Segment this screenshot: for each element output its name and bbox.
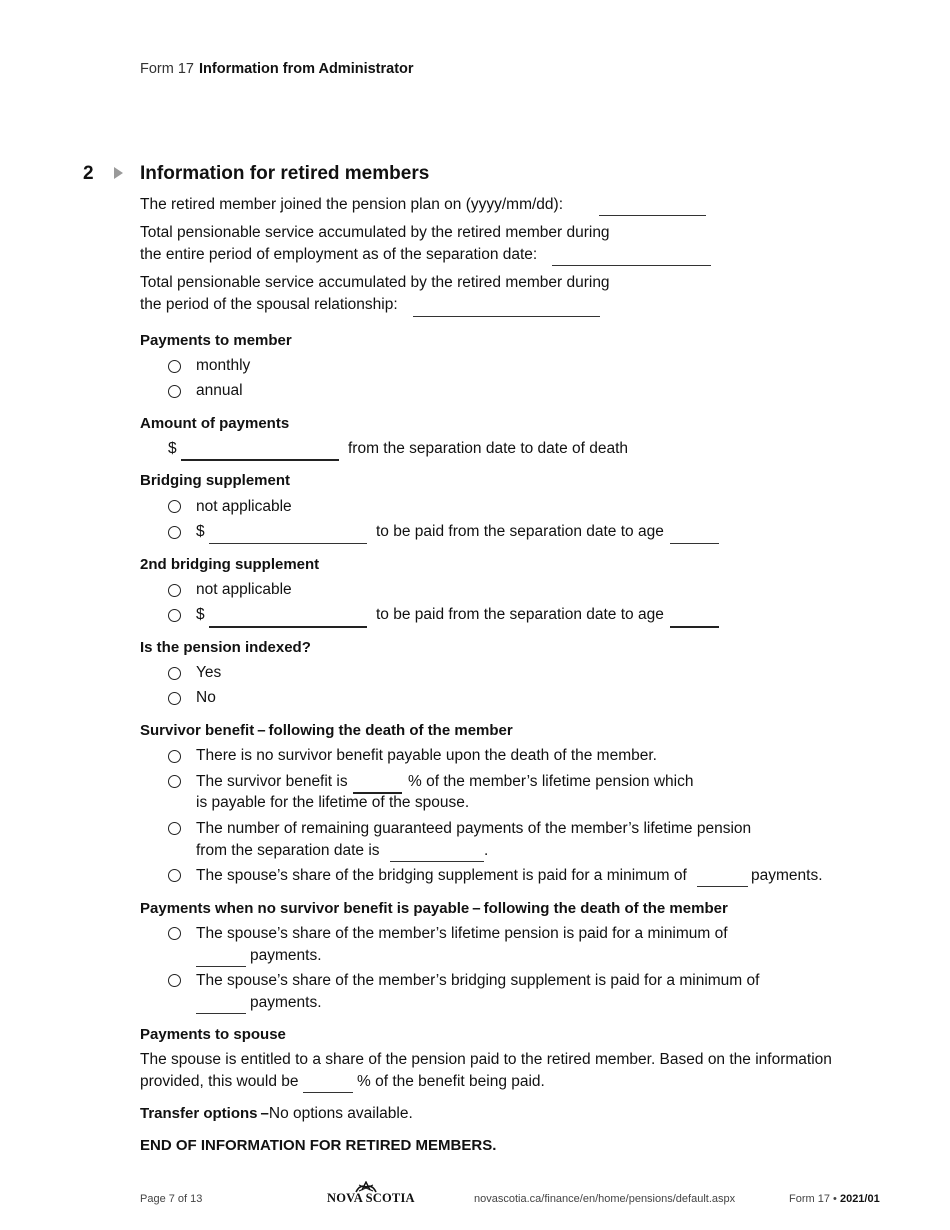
form-title: Information from Administrator bbox=[199, 61, 414, 77]
service-total-field[interactable] bbox=[552, 265, 711, 266]
no-survivor-lifetime-field[interactable] bbox=[196, 966, 246, 967]
no-survivor-lifetime-text-a: The spouse’s share of the member’s lifetime pension is paid for a minimum of bbox=[196, 925, 728, 942]
bridging2-currency: $ bbox=[196, 606, 205, 623]
payments-to-member-label: Payments to member bbox=[140, 332, 292, 349]
payments-to-spouse-text-2a: provided, this would be bbox=[140, 1073, 299, 1090]
section-arrow-icon bbox=[114, 167, 123, 179]
option-annual: annual bbox=[196, 382, 243, 399]
radio-bridging2-na[interactable] bbox=[168, 584, 181, 597]
indexed-label: Is the pension indexed? bbox=[140, 639, 311, 656]
indexed-yes-text: Yes bbox=[196, 664, 222, 681]
payments-to-spouse-text-2b: % of the benefit being paid. bbox=[357, 1073, 545, 1090]
page-header bbox=[140, 61, 414, 77]
form-label: Form 17 bbox=[140, 61, 194, 77]
joined-date-label: The retired member joined the pension plan on (yyyy/mm/dd): bbox=[140, 196, 564, 213]
service-spousal-label-1: Total pensionable service accumulated by the retired member during bbox=[140, 274, 610, 291]
end-of-section-text: END OF INFORMATION FOR RETIRED MEMBERS. bbox=[140, 1137, 497, 1154]
footer-url[interactable]: novascotia.ca/finance/en/home/pensions/default.aspx bbox=[474, 1193, 736, 1205]
amount-suffix: from the separation date to date of death bbox=[348, 440, 629, 457]
survivor-percent-text-c: is payable for the lifetime of the spouse. bbox=[196, 794, 470, 811]
radio-bridging-amount[interactable] bbox=[168, 526, 181, 539]
bridging2-suffix: to be paid from the separation date to age bbox=[376, 606, 664, 623]
survivor-percent-text-b: % of the member’s lifetime pension which bbox=[408, 773, 694, 790]
bridging-suffix: to be paid from the separation date to age bbox=[376, 523, 664, 540]
radio-survivor-guaranteed[interactable] bbox=[168, 822, 181, 835]
logo-text: NOVA SCOTIA bbox=[327, 1191, 415, 1205]
no-survivor-label: Payments when no survivor benefit is payable – following the death of the member bbox=[140, 900, 728, 917]
service-spousal-label-2: the period of the spousal relationship: bbox=[140, 296, 398, 313]
radio-no-survivor-bridging[interactable] bbox=[168, 974, 181, 987]
survivor-guaranteed-text-c: . bbox=[484, 842, 489, 859]
radio-monthly[interactable] bbox=[168, 360, 181, 373]
radio-no-survivor-lifetime[interactable] bbox=[168, 927, 181, 940]
no-survivor-lifetime-text-b: payments. bbox=[250, 947, 322, 964]
survivor-label: Survivor benefit – following the death of the member bbox=[140, 722, 513, 739]
bridging2-na-text: not applicable bbox=[196, 581, 292, 598]
survivor-guaranteed-text-a: The number of remaining guaranteed payments of the member’s lifetime pension bbox=[196, 820, 752, 837]
bridging2-age-field[interactable] bbox=[670, 626, 719, 628]
service-total-label-1: Total pensionable service accumulated by the retired member during bbox=[140, 224, 610, 241]
no-survivor-bridging-text-a: The spouse’s share of the member’s bridging supplement is paid for a minimum of bbox=[196, 972, 760, 989]
payments-to-spouse-percent-field[interactable] bbox=[303, 1092, 353, 1093]
survivor-percent-text-a: The survivor benefit is bbox=[196, 773, 348, 790]
service-spousal-field[interactable] bbox=[413, 316, 600, 317]
footer-version: 2021/01 bbox=[839, 1193, 880, 1205]
radio-indexed-yes[interactable] bbox=[168, 667, 181, 680]
transfer-options-label: Transfer options – bbox=[140, 1105, 269, 1122]
radio-survivor-percent[interactable] bbox=[168, 775, 181, 788]
survivor-bridging-text-a: The spouse’s share of the bridging supplement is paid for a minimum of bbox=[196, 867, 687, 884]
payments-to-spouse-text-1: The spouse is entitled to a share of the pension paid to the retired member. Based on the information bbox=[140, 1051, 832, 1068]
radio-survivor-bridging[interactable] bbox=[168, 869, 181, 882]
no-survivor-bridging-field[interactable] bbox=[196, 1013, 246, 1014]
amount-field[interactable] bbox=[181, 459, 339, 461]
nova-scotia-logo bbox=[326, 1181, 415, 1207]
transfer-options-value: No options available. bbox=[268, 1105, 413, 1122]
indexed-no-text: No bbox=[196, 689, 216, 706]
footer-form: Form 17 bbox=[789, 1193, 830, 1205]
footer-form-version bbox=[789, 1193, 880, 1205]
radio-bridging2-amount[interactable] bbox=[168, 609, 181, 622]
section-number: 2 bbox=[83, 163, 94, 184]
payments-to-spouse-label: Payments to spouse bbox=[140, 1026, 286, 1043]
bridging-label: Bridging supplement bbox=[140, 472, 290, 489]
transfer-options bbox=[140, 1103, 413, 1125]
amount-of-payments-label: Amount of payments bbox=[140, 415, 290, 432]
radio-bridging-na[interactable] bbox=[168, 500, 181, 513]
radio-indexed-no[interactable] bbox=[168, 692, 181, 705]
footer-page-number: Page 7 of 13 bbox=[140, 1193, 203, 1205]
option-monthly: monthly bbox=[196, 357, 251, 374]
no-survivor-bridging-text-b: payments. bbox=[250, 994, 322, 1011]
survivor-bridging-text-b: payments. bbox=[751, 867, 823, 884]
survivor-none-text: There is no survivor benefit payable upon the death of the member. bbox=[196, 747, 657, 764]
bridging-na-text: not applicable bbox=[196, 498, 292, 515]
bridging2-amount-field[interactable] bbox=[209, 626, 367, 628]
bridging2-label: 2nd bridging supplement bbox=[140, 556, 320, 573]
survivor-guaranteed-field[interactable] bbox=[390, 861, 484, 862]
bridging-currency: $ bbox=[196, 523, 205, 540]
service-total-label-2: the entire period of employment as of the separation date: bbox=[140, 246, 538, 263]
radio-annual[interactable] bbox=[168, 385, 181, 398]
bridging-age-field[interactable] bbox=[670, 543, 719, 544]
survivor-guaranteed-text-b: from the separation date is bbox=[196, 842, 380, 859]
survivor-bridging-field[interactable] bbox=[697, 886, 748, 887]
joined-date-field[interactable] bbox=[599, 215, 706, 216]
amount-currency: $ bbox=[168, 440, 177, 457]
footer-bullet: • bbox=[833, 1193, 837, 1205]
radio-survivor-none[interactable] bbox=[168, 750, 181, 763]
bridging-amount-field[interactable] bbox=[209, 543, 367, 544]
section-title: Information for retired members bbox=[140, 163, 430, 184]
